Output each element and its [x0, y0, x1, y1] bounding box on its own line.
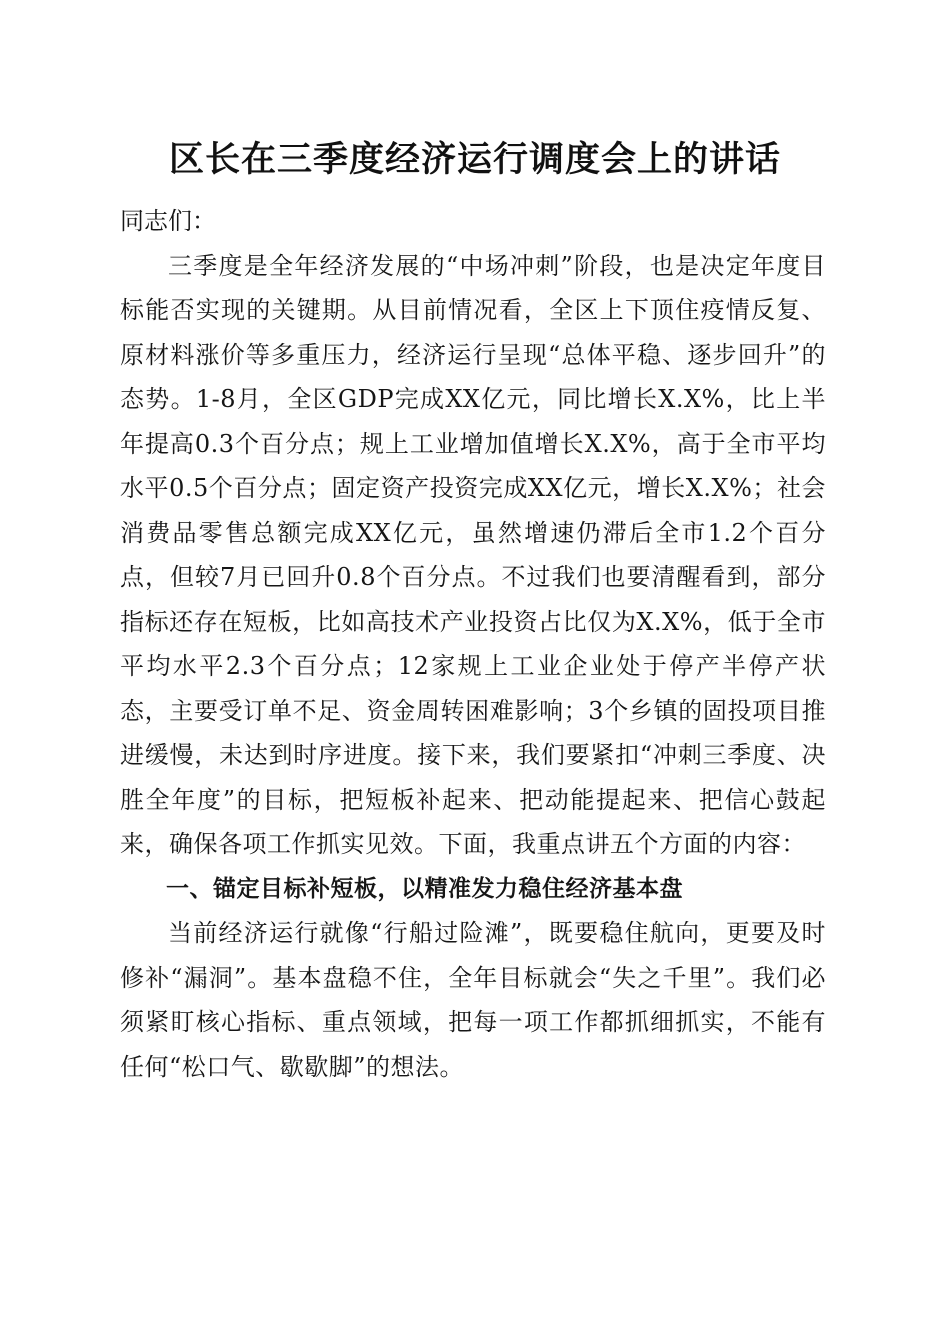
document-body: [120, 199, 826, 1089]
salutation: 同志们：: [120, 207, 216, 235]
document-title: 区长在三季度经济运行调度会上的讲话: [168, 139, 781, 180]
section-heading-1: 一、锚定目标补短板，以精准发力稳住经济基本盘: [166, 875, 683, 902]
paragraph-intro: 三季度是全年经济发展的“中场冲刺”阶段，也是决定年度目标能否实现的关键期。从目前情况看，全区上下顶住疫情反复、原材料涨价等多重压力，经济运行呈现“总体平稳、逐步回升”的态势。1-8月，全区GDP完成XX亿元，同比增长X.X%，比上半年提高0.3个百分点；规上工业增加值增长X.X%，高于全市平均水平0.5个百分点；固定资产投资完成XX亿元，增长X.X%；社会消费品零售总额完成XX亿元，虽然增速仍滞后全市1.2个百分点，但较7月已回升0.8个百分点。不过我们也要清醒看到，部分指标还存在短板，比如高技术产业投资占比仅为X.X%，低于全市平均水平2.3个百分点；12家规上工业企业处于停产半停产状态，主要受订单不足、资金周转困难影响；3个乡镇的固投项目推进缓慢，未达到时序进度。接下来，我们要紧扣“冲刺三季度、决胜全年度”的目标，把短板补起来、把动能提起来、把信心鼓起来，确保各项工作抓实见效。下面，我重点讲五个方面的内容：: [120, 251, 826, 858]
paragraph-section-1: 当前经济运行就像“行船过险滩”，既要稳住航向，更要及时修补“漏洞”。基本盘稳不住，全年目标就会“失之千里”。我们必须紧盯核心指标、重点领域，把每一项工作都抓细抓实，不能有任何“松口气、歇歇脚”的想法。: [120, 919, 826, 1081]
